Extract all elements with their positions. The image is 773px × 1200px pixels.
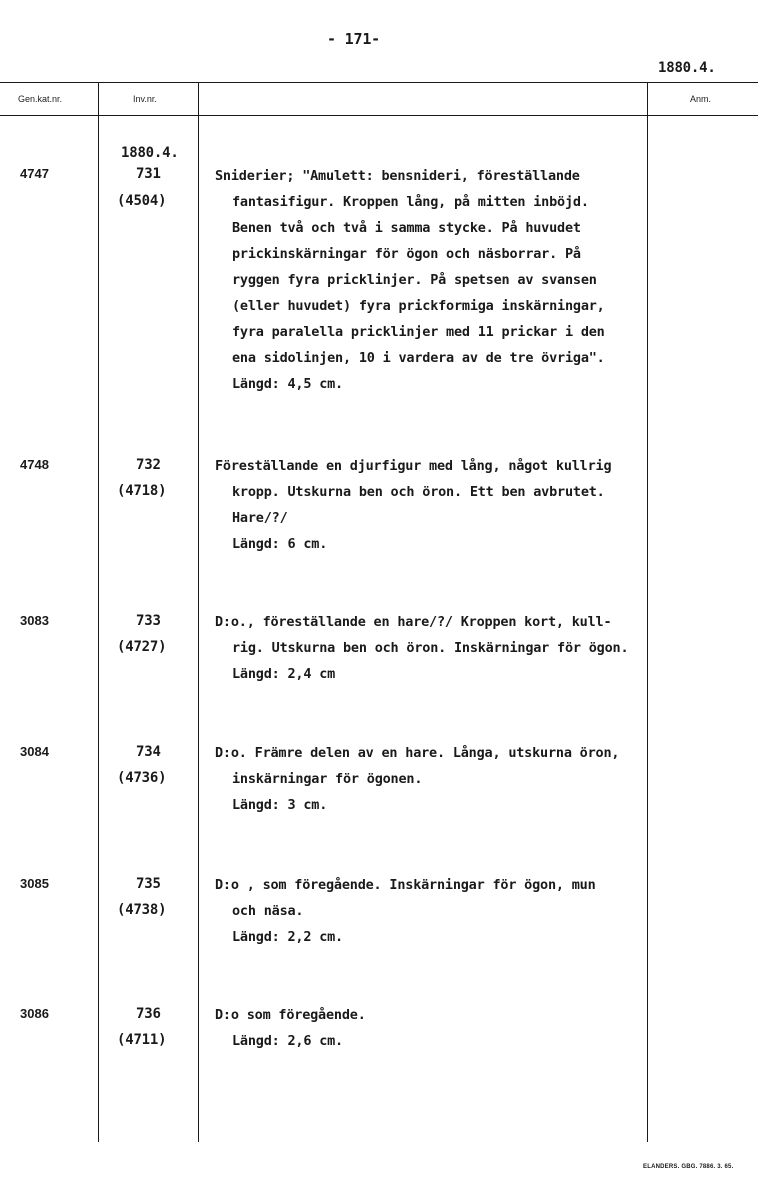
gen-kat-number: 3085 [20, 876, 49, 891]
description-line: fyra paralella pricklinjer med 11 prickar i den [232, 324, 605, 340]
description-length: Längd: 2,2 cm. [232, 929, 343, 945]
gen-kat-number: 4747 [20, 166, 49, 181]
header-gen-kat-nr: Gen.kat.nr. [18, 94, 63, 104]
description-line: fantasifigur. Kroppen lång, på mitten inböjd. [232, 194, 589, 210]
description-line: inskärningar för ögonen. [232, 771, 423, 787]
description-line: prickinskärningar för ögon och näsborrar. På [232, 246, 581, 262]
description-line: kropp. Utskurna ben och öron. Ett ben avbrutet. [232, 484, 605, 500]
description-line: D:o. Främre delen av en hare. Långa, utskurna öron, [215, 745, 620, 761]
inv-number-old: (4718) [117, 483, 167, 499]
page-number: - 171- [327, 30, 380, 48]
description-length: Längd: 6 cm. [232, 536, 328, 552]
header-anm: Anm. [690, 94, 712, 104]
inv-number: 734 [136, 744, 161, 760]
description-length: Längd: 3 cm. [232, 797, 328, 813]
inv-number-old: (4738) [117, 902, 167, 918]
year-marker: 1880.4. [658, 60, 716, 76]
description-line: Hare/?/ [232, 510, 288, 526]
inv-number: 736 [136, 1006, 161, 1022]
inv-number-old: (4727) [117, 639, 167, 655]
inv-number: 731 [136, 166, 161, 182]
printer-imprint: ELANDERS. GBG. 7886. 3. 65. [643, 1164, 734, 1170]
inv-number: 735 [136, 876, 161, 892]
header-bottom-rule [0, 115, 758, 116]
description-line: ena sidolinjen, 10 i vardera av de tre övriga". [232, 350, 605, 366]
inv-number: 732 [136, 457, 161, 473]
gen-kat-number: 3086 [20, 1006, 49, 1021]
column-divider-gen-inv [98, 82, 99, 1142]
gen-kat-number: 4748 [20, 457, 49, 472]
description-line: D:o som föregående. [215, 1007, 366, 1023]
description-line: Föreställande en djurfigur med lång, något kullrig [215, 458, 612, 474]
description-line: och näsa. [232, 903, 304, 919]
description-line: Benen två och två i samma stycke. På huvudet [232, 220, 581, 236]
column-divider-inv-desc [198, 82, 199, 1142]
description-line: rig. Utskurna ben och öron. Inskärningar för ögon. [232, 640, 629, 656]
inv-number-old: (4711) [117, 1032, 167, 1048]
header-inv-nr: Inv.nr. [133, 94, 157, 104]
description-length: Längd: 2,4 cm [232, 666, 336, 682]
description-line: D:o., föreställande en hare/?/ Kroppen kort, kull- [215, 614, 612, 630]
description-length: Längd: 2,6 cm. [232, 1033, 343, 1049]
gen-kat-number: 3083 [20, 613, 49, 628]
inv-number-old: (4736) [117, 770, 167, 786]
inv-number-old: (4504) [117, 193, 167, 209]
description-line: Sniderier; "Amulett: bensnideri, föreställande [215, 168, 580, 184]
description-line: D:o , som föregående. Inskärningar för ögon, mun [215, 877, 596, 893]
section-heading: 1880.4. [121, 145, 179, 161]
description-line: ryggen fyra pricklinjer. På spetsen av svansen [232, 272, 597, 288]
table-top-rule [0, 82, 758, 83]
column-divider-desc-anm [647, 82, 648, 1142]
gen-kat-number: 3084 [20, 744, 49, 759]
inv-number: 733 [136, 613, 161, 629]
description-length: Längd: 4,5 cm. [232, 376, 343, 392]
description-line: (eller huvudet) fyra prickformiga inskärningar, [232, 298, 605, 314]
